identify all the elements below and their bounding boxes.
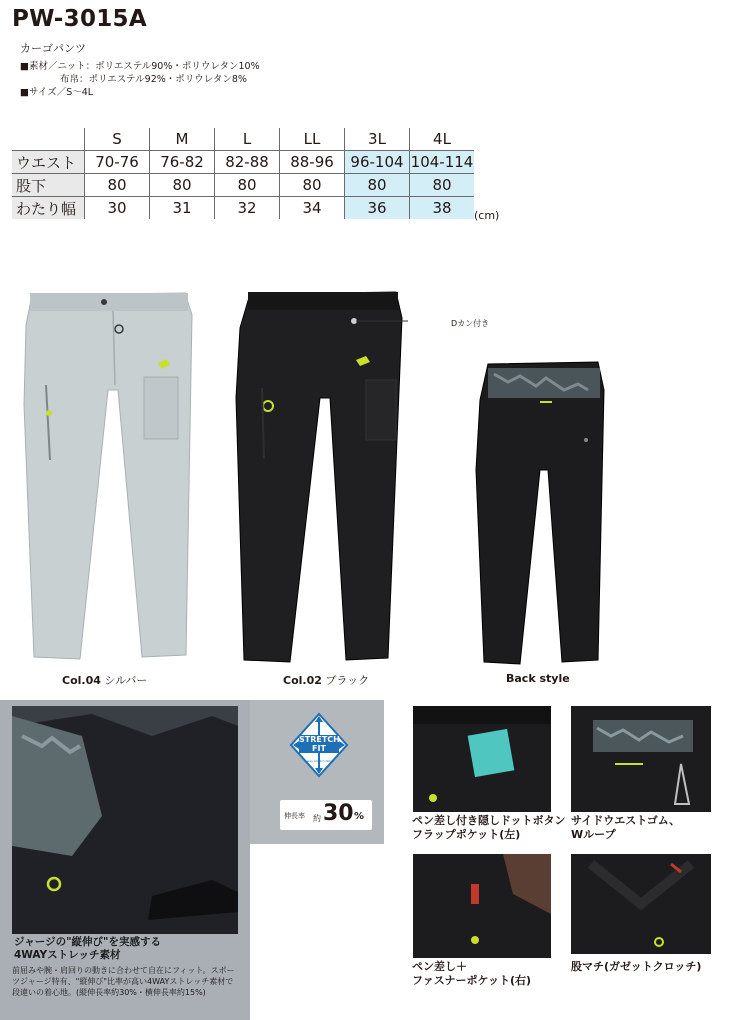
detail-caption bbox=[571, 960, 701, 974]
feature-heading-line1: ジャージの"縦伸び"を実感する bbox=[14, 936, 162, 948]
spec-fabric: 布帛：ポリエステル92%・ポリウレタン8% bbox=[60, 74, 247, 85]
rate-value: 30 bbox=[323, 801, 354, 826]
row-label: 股下 bbox=[12, 174, 85, 197]
feature-heading bbox=[14, 936, 161, 962]
size-header: L bbox=[215, 128, 280, 151]
badge-sub: 4-way stretch fabric bbox=[304, 759, 334, 763]
d-ring-label: Dカン付き bbox=[451, 319, 490, 328]
spec-material: ■素材／ニット：ポリエステル90%・ポリウレタン10% bbox=[20, 61, 260, 72]
product-name: カーゴパンツ bbox=[20, 42, 86, 55]
detail-caption-line1: サイドウエストゴム、 bbox=[571, 814, 681, 827]
badge-top: STRETCH bbox=[299, 735, 340, 744]
table-cell: 80 bbox=[280, 174, 345, 197]
color-code: Col.04 bbox=[62, 674, 101, 687]
detail-pen-flap-pocket-image bbox=[413, 706, 551, 812]
detail-caption bbox=[412, 960, 531, 988]
table-cell: 31 bbox=[150, 197, 215, 220]
table-cell: 104-114 bbox=[410, 151, 475, 174]
detail-caption bbox=[571, 814, 680, 842]
silver-pants-image bbox=[20, 285, 200, 665]
detail-caption-line1: 股マチ(ガゼットクロッチ) bbox=[571, 960, 702, 973]
table-cell: 80 bbox=[345, 174, 410, 197]
table-cell: 96-104 bbox=[345, 151, 410, 174]
color-code: Col.02 bbox=[283, 674, 322, 687]
spec-size: ■サイズ／S〜4L bbox=[20, 87, 94, 98]
color-caption-silver bbox=[62, 672, 147, 688]
detail-caption-line2: ファスナーポケット(右) bbox=[412, 974, 532, 987]
table-cell: 70-76 bbox=[85, 151, 150, 174]
size-header: 3L bbox=[345, 128, 410, 151]
unit-label: (cm) bbox=[474, 209, 500, 222]
table-cell: 80 bbox=[410, 174, 475, 197]
back-pants-image bbox=[470, 360, 620, 668]
color-name: シルバー bbox=[104, 674, 148, 687]
table-cell: 38 bbox=[410, 197, 475, 220]
size-header: 4L bbox=[410, 128, 475, 151]
table-cell: 80 bbox=[150, 174, 215, 197]
table-cell: 76-82 bbox=[150, 151, 215, 174]
table-cell: 30 bbox=[85, 197, 150, 220]
table-row bbox=[12, 174, 474, 197]
black-pants-image bbox=[228, 288, 408, 664]
rate-unit: % bbox=[354, 811, 365, 822]
table-cell: 32 bbox=[215, 197, 280, 220]
size-header: S bbox=[85, 128, 150, 151]
size-table-header bbox=[12, 128, 474, 151]
size-header: LL bbox=[280, 128, 345, 151]
detail-caption-line2: フラップポケット(左) bbox=[412, 828, 521, 841]
detail-side-waist-image bbox=[571, 706, 711, 812]
rate-prefix: 約 bbox=[313, 814, 321, 823]
product-code: PW-3015A bbox=[12, 6, 147, 32]
detail-zip-pocket-image bbox=[413, 854, 551, 958]
row-label: わたり幅 bbox=[12, 197, 85, 220]
feature-body: 前屈みや腕・肩回りの動きに合わせて自在にフィット。スポーツジャージ特有、"縦伸び"比率が高い4WAYストレッチ素材で段違いの着心地。(縦伸長率約30%・横伸長率約15%) bbox=[12, 966, 235, 997]
table-cell: 36 bbox=[345, 197, 410, 220]
table-cell: 88-96 bbox=[280, 151, 345, 174]
size-table bbox=[12, 128, 474, 219]
detail-caption-line1: ペン差し＋ bbox=[412, 960, 467, 973]
detail-caption-line1: ペン差し付き隠しドットボタン bbox=[412, 814, 566, 827]
table-corner bbox=[12, 128, 85, 151]
row-label: ウエスト bbox=[12, 151, 85, 174]
stretch-rate-box bbox=[280, 800, 372, 830]
table-cell: 34 bbox=[280, 197, 345, 220]
detail-gusset-crotch-image bbox=[571, 854, 711, 954]
table-row bbox=[12, 197, 474, 220]
size-header: M bbox=[150, 128, 215, 151]
table-row bbox=[12, 151, 474, 174]
stretch-knee-image bbox=[12, 706, 238, 934]
feature-heading-line2: 4WAYストレッチ素材 bbox=[14, 949, 121, 961]
color-name: ブラック bbox=[325, 674, 370, 687]
table-cell: 80 bbox=[215, 174, 280, 197]
badge-text bbox=[299, 735, 339, 753]
detail-caption bbox=[412, 814, 566, 842]
back-style-label: Back style bbox=[506, 672, 570, 685]
table-cell: 82-88 bbox=[215, 151, 280, 174]
detail-caption-line2: Wループ bbox=[571, 828, 616, 841]
badge-bottom: FIT bbox=[312, 744, 326, 753]
table-cell: 80 bbox=[85, 174, 150, 197]
rate-label: 伸長率 bbox=[284, 812, 305, 820]
color-caption-black bbox=[283, 672, 369, 688]
